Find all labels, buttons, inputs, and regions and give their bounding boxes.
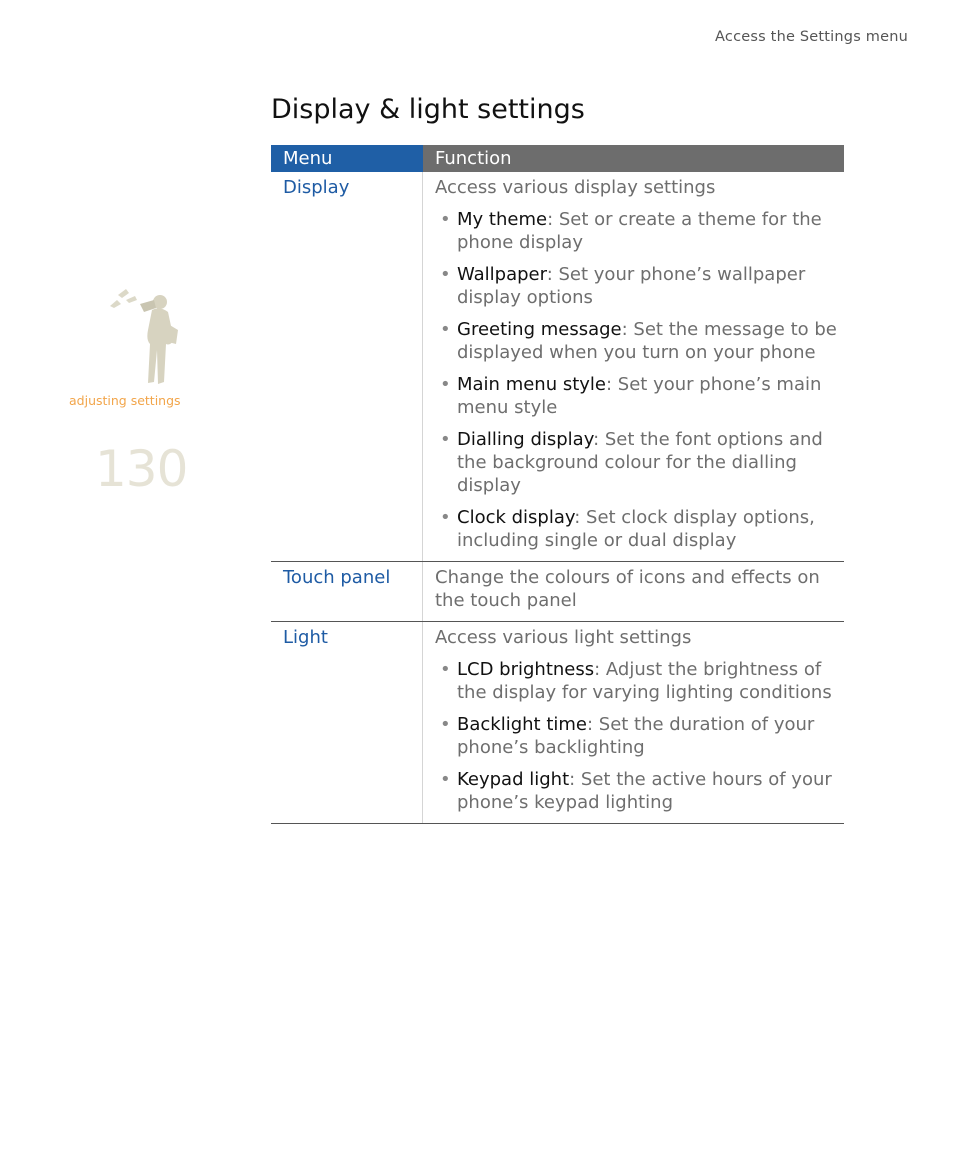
option-term: Clock display	[457, 507, 575, 528]
bullet-icon: •	[440, 429, 451, 450]
option-desc: : Set the duration of your phone’s backlighting	[457, 714, 815, 758]
option-term: Greeting message	[457, 319, 622, 340]
table-row-touch-panel	[271, 562, 844, 622]
option-desc: : Set your phone’s wallpaper display options	[457, 264, 806, 308]
photographer-silhouette-illustration	[104, 286, 184, 390]
option-desc: : Set the active hours of your phone’s keypad lighting	[457, 769, 832, 813]
option-term: Dialling display	[457, 429, 594, 450]
function-lead: Change the colours of icons and effects on the touch panel	[435, 567, 820, 611]
bullet-icon: •	[440, 264, 451, 285]
list-item	[435, 768, 840, 814]
bullet-icon: •	[440, 507, 451, 528]
option-term: Main menu style	[457, 374, 607, 395]
option-term: Backlight time	[457, 714, 587, 735]
list-item	[435, 506, 840, 552]
option-list	[435, 208, 840, 552]
bullet-icon: •	[440, 659, 451, 680]
menu-cell: Touch panel	[271, 562, 423, 621]
table-row-display	[271, 172, 844, 562]
bullet-icon: •	[440, 374, 451, 395]
function-cell	[423, 172, 844, 561]
list-item	[435, 428, 840, 497]
list-item	[435, 373, 840, 419]
list-item	[435, 263, 840, 309]
option-list	[435, 658, 840, 814]
bullet-icon: •	[440, 209, 451, 230]
option-term: My theme	[457, 209, 548, 230]
list-item	[435, 318, 840, 364]
option-desc: : Set your phone’s main menu style	[457, 374, 822, 418]
list-item	[435, 713, 840, 759]
function-lead: Access various display settings	[435, 177, 716, 198]
bullet-icon: •	[440, 769, 451, 790]
bullet-icon: •	[440, 319, 451, 340]
option-desc: : Set the font options and the background colour for the dialling display	[457, 429, 823, 496]
function-lead: Access various light settings	[435, 627, 692, 648]
option-term: LCD brightness	[457, 659, 595, 680]
table-header	[271, 145, 844, 172]
option-term: Keypad light	[457, 769, 570, 790]
option-desc: : Adjust the brightness of the display for varying lighting conditions	[457, 659, 832, 703]
option-term: Wallpaper	[457, 264, 547, 285]
table-row-light	[271, 622, 844, 824]
chapter-label: adjusting settings	[69, 393, 181, 408]
function-cell	[423, 622, 844, 823]
list-item	[435, 208, 840, 254]
option-desc: : Set clock display options, including single or dual display	[457, 507, 815, 551]
column-header-function: Function	[423, 145, 844, 172]
option-desc: : Set or create a theme for the phone display	[457, 209, 822, 253]
function-cell	[423, 562, 844, 621]
page-number: 130	[95, 440, 188, 498]
option-desc: : Set the message to be displayed when you turn on your phone	[457, 319, 837, 363]
bullet-icon: •	[440, 714, 451, 735]
page-title: Display & light settings	[271, 94, 585, 125]
column-header-menu: Menu	[271, 145, 423, 172]
settings-table	[271, 145, 844, 824]
running-header: Access the Settings menu	[715, 29, 908, 45]
menu-cell: Light	[271, 622, 423, 823]
menu-cell: Display	[271, 172, 423, 561]
list-item	[435, 658, 840, 704]
